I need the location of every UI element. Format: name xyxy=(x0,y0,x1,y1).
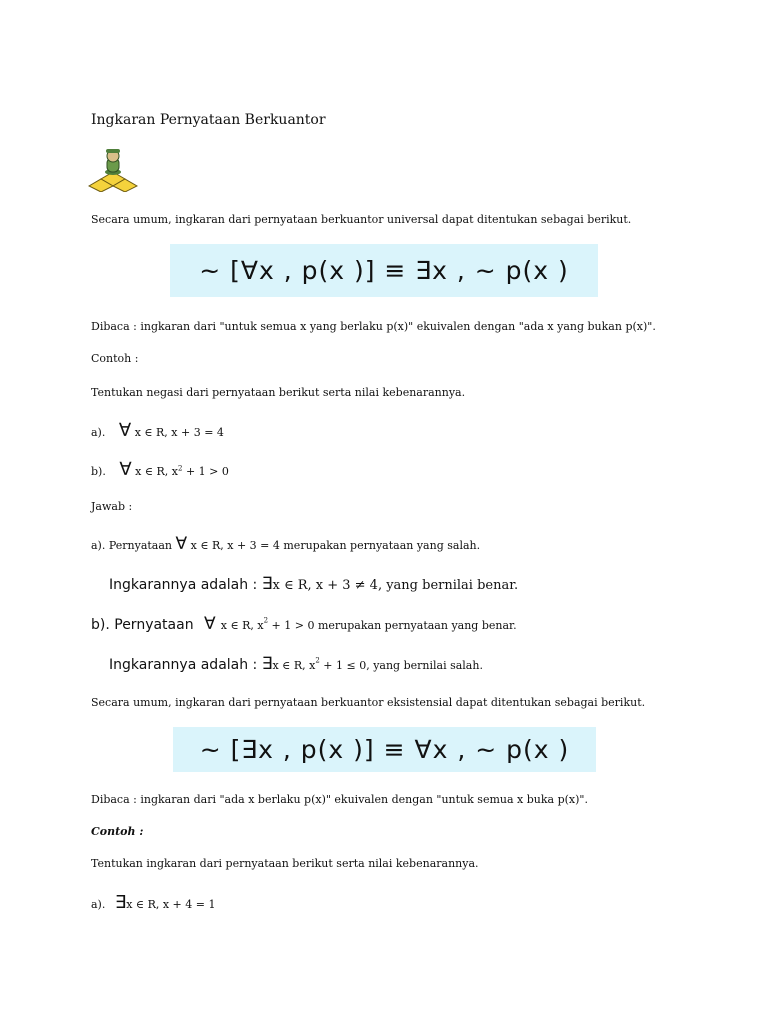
statement-start: x ∈ R, x xyxy=(135,465,178,478)
example-heading: Contoh : xyxy=(91,352,139,365)
forall-icon: ∀ xyxy=(119,459,132,480)
item-label: a). xyxy=(91,426,106,439)
negation-text-end: + 1 ≤ 0, yang bernilai salah. xyxy=(319,659,483,672)
item-label: b). xyxy=(91,465,106,478)
negation-b xyxy=(109,654,483,674)
item-label: a). xyxy=(91,898,106,911)
statement: x ∈ R, x + 3 = 4 xyxy=(134,426,224,439)
exists-icon: ∃ xyxy=(261,654,273,674)
negation-label: Ingkarannya adalah : xyxy=(109,657,262,673)
answer-b xyxy=(91,614,517,634)
formula-universal-negation: ~ [∀x , p(x )] ≡ ∃x , ~ p(x ) xyxy=(170,244,598,297)
task-text: Tentukan negasi dari pernyataan berikut serta nilai kebenarannya. xyxy=(91,386,466,399)
exponent: 2 xyxy=(263,616,269,625)
forall-icon: ∀ xyxy=(118,420,132,441)
negation-label: Ingkarannya adalah : xyxy=(109,577,262,593)
answer-text: x ∈ R, x + 3 = 4 merupakan pernyataan yang salah. xyxy=(190,539,481,552)
answer-label: a). Pernyataan xyxy=(91,539,176,552)
exists-icon: ∃ xyxy=(114,892,127,913)
reading-existential: Dibaca : ingkaran dari "ada x berlaku p(x)" ekuivalen dengan "untuk semua x buka p(x)". xyxy=(91,793,588,806)
answer-text-start: x ∈ R, x xyxy=(220,619,264,632)
statement: x ∈ R, x + 4 = 1 xyxy=(126,898,216,911)
example-b xyxy=(91,459,229,480)
answer-text-end: + 1 > 0 merupakan pernyataan yang benar. xyxy=(268,619,517,632)
task-text-2: Tentukan ingkaran dari pernyataan berikut serta nilai kebenarannya. xyxy=(91,857,479,870)
pyramid-figure-icon xyxy=(88,146,138,192)
negation-a xyxy=(109,574,518,594)
reading-universal: Dibaca : ingkaran dari "untuk semua x yang berlaku p(x)" ekuivalen dengan "ada x yang bukan p(x)". xyxy=(91,320,656,333)
intro-existential: Secara umum, ingkaran dari pernyataan berkuantor eksistensial dapat ditentukan sebagai berikut. xyxy=(91,696,646,709)
intro-universal: Secara umum, ingkaran dari pernyataan berkuantor universal dapat ditentukan sebagai berikut. xyxy=(91,213,632,226)
negation-text-start: x ∈ R, x xyxy=(272,659,316,672)
negation-text: x ∈ R, x + 3 ≠ 4, yang bernilai benar. xyxy=(272,578,519,593)
answer-a xyxy=(91,534,480,554)
example-a xyxy=(91,420,224,441)
forall-icon: ∀ xyxy=(204,614,216,634)
example-2-a xyxy=(91,892,215,913)
answer-label: b). Pernyataan xyxy=(91,617,199,633)
answer-heading: Jawab : xyxy=(91,500,133,513)
exists-icon: ∃ xyxy=(261,574,273,594)
formula-existential-negation: ~ [∃x , p(x )] ≡ ∀x , ~ p(x ) xyxy=(173,727,596,772)
example-heading-2: Contoh : xyxy=(91,825,144,838)
statement-end: + 1 > 0 xyxy=(182,465,229,478)
exponent: 2 xyxy=(178,464,183,473)
exponent: 2 xyxy=(315,656,320,665)
forall-icon: ∀ xyxy=(175,534,188,554)
page-title: Ingkaran Pernyataan Berkuantor xyxy=(91,112,326,128)
